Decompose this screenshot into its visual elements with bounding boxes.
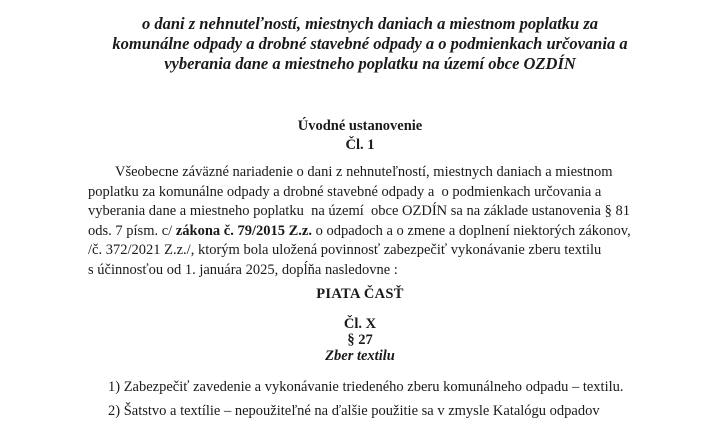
law-reference: zákona č. 79/2015 Z.z. (175, 222, 312, 239)
article-number: Čl. X (343, 316, 377, 332)
paragraph-line-4 (88, 222, 656, 242)
paragraph-line-2 (88, 183, 656, 203)
title-line-2: komunálne odpady a drobné stavebné odpady a o podmienkach určovania a (112, 34, 628, 53)
intro-article-number: Čl. 1 (345, 137, 375, 153)
part-heading: PIATA ČASŤ (316, 286, 404, 302)
paragraph-line-3 (88, 202, 656, 222)
title-line-1: o dani z nehnuteľností, miestnych daniach a miestnom poplatku za (141, 14, 598, 33)
list-item-1: 1) Zabezpečiť zavedenie a vykonávanie triedeného zberu komunálneho odpadu – textilu. (108, 379, 624, 395)
title-line-3: vyberania dane a miestneho poplatku na území obce OZDÍN (164, 54, 576, 73)
paragraph-line-5 (88, 241, 656, 261)
paragraph-line-6 (88, 261, 656, 281)
paragraph-line-1 (88, 163, 656, 183)
intro-paragraph (88, 163, 656, 280)
document-title (60, 14, 680, 74)
paragraph-text: o odpadoch a o zmene a doplnení niektorých zákonov, (311, 222, 631, 239)
list-item-2: 2) Šatstvo a textílie – nepoužiteľné na ďalšie použitie sa v zmysle Katalógu odpadov (108, 403, 600, 419)
paragraph-text: vyberania dane a miestneho poplatku na území obce OZDÍN sa na základe ustanovenia § 81 (88, 203, 630, 219)
paragraph-sign: § 27 (347, 332, 373, 348)
paragraph-text: /č. 372/2021 Z.z./, ktorým bola uložená povinnosť zabezpečiť vykonávanie zberu textilu (88, 242, 602, 258)
paragraph-text: Všeobecne záväzné nariadenie o dani z nehnuteľností, miestnych daniach a miestnom (115, 164, 613, 180)
paragraph-text: poplatku za komunálne odpady a drobné stavebné odpady a o podmienkach určovania a (88, 183, 602, 200)
article-subtitle: Zber textilu (325, 348, 395, 364)
paragraph-text: s účinnosťou od 1. januára 2025, dopĺňa nasledovne : (88, 261, 398, 278)
paragraph-text: ods. 7 písm. c/ (88, 222, 176, 239)
intro-heading: Úvodné ustanovenie (297, 118, 423, 134)
